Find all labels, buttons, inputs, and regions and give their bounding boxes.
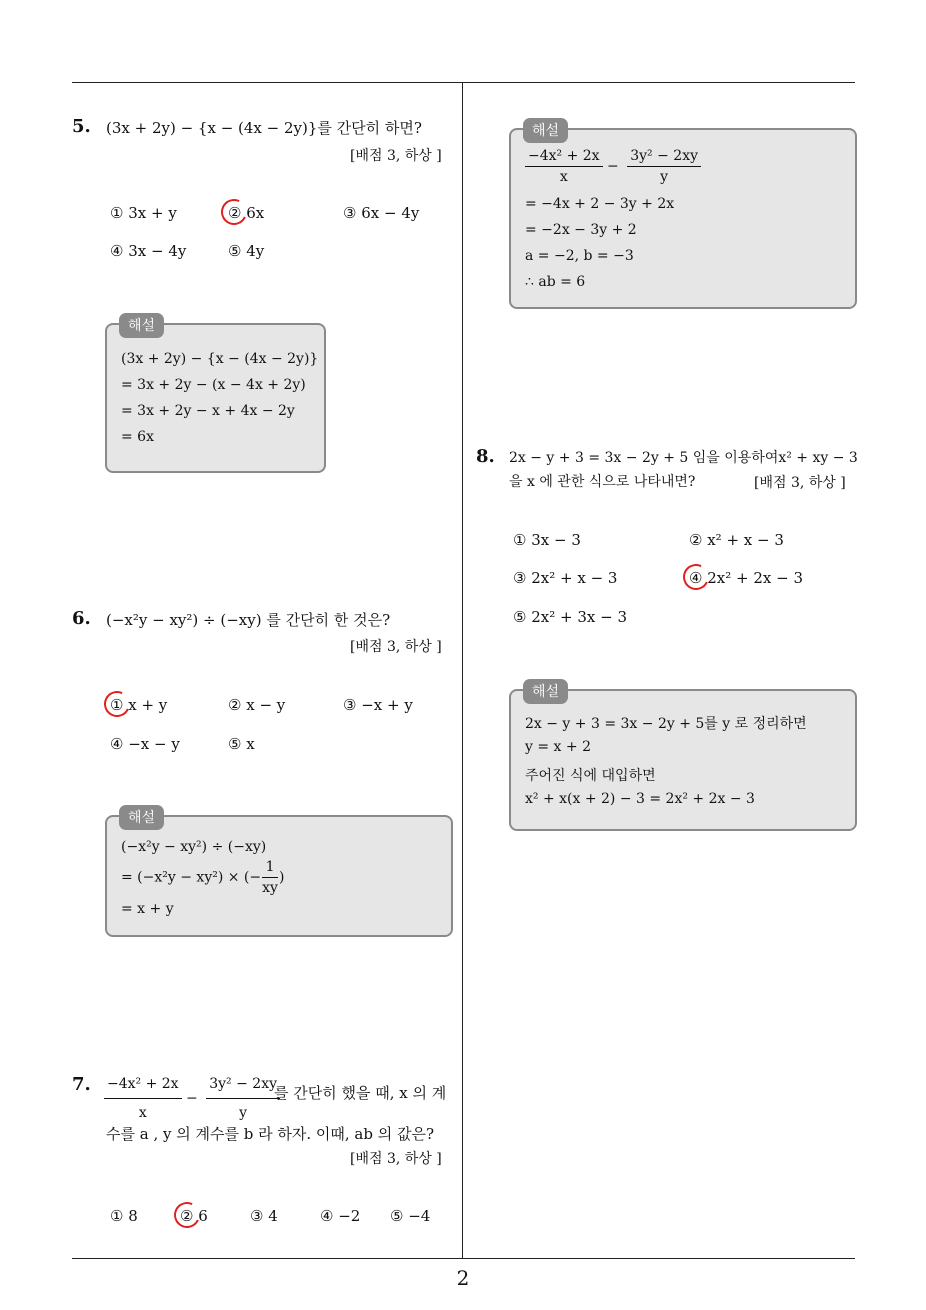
fraction-numerator: −4x² + 2x	[525, 148, 603, 167]
q5-option-4[interactable]: ④ 3x − 4y	[110, 242, 187, 260]
q7-option-3[interactable]: ③ 4	[250, 1207, 278, 1225]
question-7-expression	[104, 1072, 284, 1125]
q5-option-2[interactable]: ② 6x	[228, 204, 265, 222]
fraction	[525, 148, 603, 185]
answer-circle-mark	[100, 687, 133, 720]
q7-option-4[interactable]: ④ −2	[320, 1207, 361, 1225]
question-6-meta: [배점 3, 하상 ]	[350, 639, 442, 655]
question-8-text-line-1: 2x − y + 3 = 3x − 2y + 5 임을 이용하여x² + xy − 3	[509, 450, 858, 466]
answer-circle-mark	[217, 195, 250, 228]
q8-solution-line-4: x² + x(x + 2) − 3 = 2x² + 2x − 3	[525, 791, 755, 807]
question-7-text-line-1: 를 간단히 했을 때, x 의 계	[274, 1084, 447, 1102]
q5-solution-line-1: (3x + 2y) − {x − (4x − 2y)}	[121, 351, 319, 367]
fraction-denominator: x	[138, 1105, 147, 1121]
q6-solution-line-1: (−x²y − xy²) ÷ (−xy)	[121, 839, 267, 855]
solution-tag: 해설	[119, 805, 164, 830]
question-8-text-line-2: 을 x 에 관한 식으로 나타내면?	[509, 474, 696, 490]
q7-solution-line-3: a = −2, b = −3	[525, 248, 634, 264]
q7-solution-line-2: = −2x − 3y + 2	[525, 222, 637, 238]
q8-solution-line-1: 2x − y + 3 = 3x − 2y + 5를 y 로 정리하면	[525, 716, 807, 732]
question-5-number: 5.	[72, 116, 91, 137]
q7-option-2[interactable]: ② 6	[180, 1207, 208, 1225]
fraction	[627, 148, 701, 185]
column-divider	[462, 82, 463, 1259]
fraction-numerator: 3y² − 2xy	[206, 1072, 280, 1099]
q5-option-1[interactable]: ① 3x + y	[110, 204, 177, 222]
fraction-denominator: y	[660, 169, 669, 185]
fraction-numerator: −4x² + 2x	[104, 1072, 182, 1099]
fraction-numerator: 3y² − 2xy	[627, 148, 701, 167]
question-5-meta: [배점 3, 하상 ]	[350, 148, 442, 164]
q7-fraction-2	[206, 1072, 280, 1125]
q5-solution-line-4: = 6x	[121, 429, 154, 445]
fraction-numerator: 1	[262, 859, 278, 878]
minus-sign: −	[186, 1090, 198, 1107]
q8-option-5[interactable]: ⑤ 2x² + 3x − 3	[513, 608, 627, 626]
q7-solution-line-1: = −4x + 2 − 3y + 2x	[525, 196, 675, 212]
fraction-denominator: x	[559, 169, 568, 185]
q6-option-5[interactable]: ⑤ x	[228, 735, 255, 753]
q6-solution-box	[105, 810, 453, 937]
q8-solution-line-2: y = x + 2	[525, 739, 591, 755]
q6-solution-line-2-pre: = (−x²y − xy²) × (−	[121, 869, 262, 886]
q7-solution-line-4: ∴ ab = 6	[525, 274, 586, 290]
q6-solution-line-3: = x + y	[121, 901, 174, 917]
q5-option-3[interactable]: ③ 6x − 4y	[343, 204, 420, 222]
minus-sign: −	[607, 158, 619, 175]
q7-option-1[interactable]: ① 8	[110, 1207, 138, 1225]
q5-solution-box	[105, 318, 326, 473]
page-number: 2	[456, 1266, 470, 1290]
q7-option-5[interactable]: ⑤ −4	[390, 1207, 431, 1225]
question-8-number: 8.	[476, 446, 495, 467]
q8-option-2[interactable]: ② x² + x − 3	[689, 531, 784, 549]
q5-solution-line-3: = 3x + 2y − x + 4x − 2y	[121, 403, 295, 419]
top-rule	[72, 82, 855, 83]
question-7-meta: [배점 3, 하상 ]	[350, 1151, 442, 1167]
answer-circle-mark	[170, 1198, 203, 1231]
fraction	[262, 859, 278, 896]
solution-tag: 해설	[523, 118, 568, 143]
q6-option-2[interactable]: ② x − y	[228, 696, 286, 714]
q7-solution-expression	[525, 148, 705, 185]
question-8-meta: [배점 3, 하상 ]	[754, 475, 846, 491]
question-6-text: (−x²y − xy²) ÷ (−xy) 를 간단히 한 것은?	[106, 611, 391, 629]
solution-tag: 해설	[119, 313, 164, 338]
q8-solution-line-3: 주어진 식에 대입하면	[525, 768, 656, 784]
q8-option-3[interactable]: ③ 2x² + x − 3	[513, 569, 618, 587]
q5-option-5[interactable]: ⑤ 4y	[228, 242, 265, 260]
q6-option-4[interactable]: ④ −x − y	[110, 735, 180, 753]
fraction-denominator: xy	[262, 880, 278, 896]
q8-solution-box	[509, 684, 857, 831]
question-7-number: 7.	[72, 1074, 91, 1095]
q7-solution-box	[509, 123, 857, 309]
bottom-rule	[72, 1258, 855, 1259]
q5-solution-line-2: = 3x + 2y − (x − 4x + 2y)	[121, 377, 306, 393]
solution-tag: 해설	[523, 679, 568, 704]
q6-option-1[interactable]: ① x + y	[110, 696, 168, 714]
q8-option-4[interactable]: ④ 2x² + 2x − 3	[689, 569, 803, 587]
q8-option-1[interactable]: ① 3x − 3	[513, 531, 581, 549]
question-5-text: (3x + 2y) − {x − (4x − 2y)}를 간단히 하면?	[106, 119, 422, 137]
fraction-denominator: y	[239, 1105, 248, 1121]
q7-fraction-1	[104, 1072, 182, 1125]
question-6-number: 6.	[72, 608, 91, 629]
q6-option-3[interactable]: ③ −x + y	[343, 696, 413, 714]
answer-circle-mark	[679, 560, 712, 593]
q6-solution-line-2-post: )	[278, 869, 285, 886]
q6-solution-line-2	[121, 859, 284, 896]
question-7-text-line-2: 수를 a , y 의 계수를 b 라 하자. 이때, ab 의 값은?	[106, 1125, 434, 1143]
